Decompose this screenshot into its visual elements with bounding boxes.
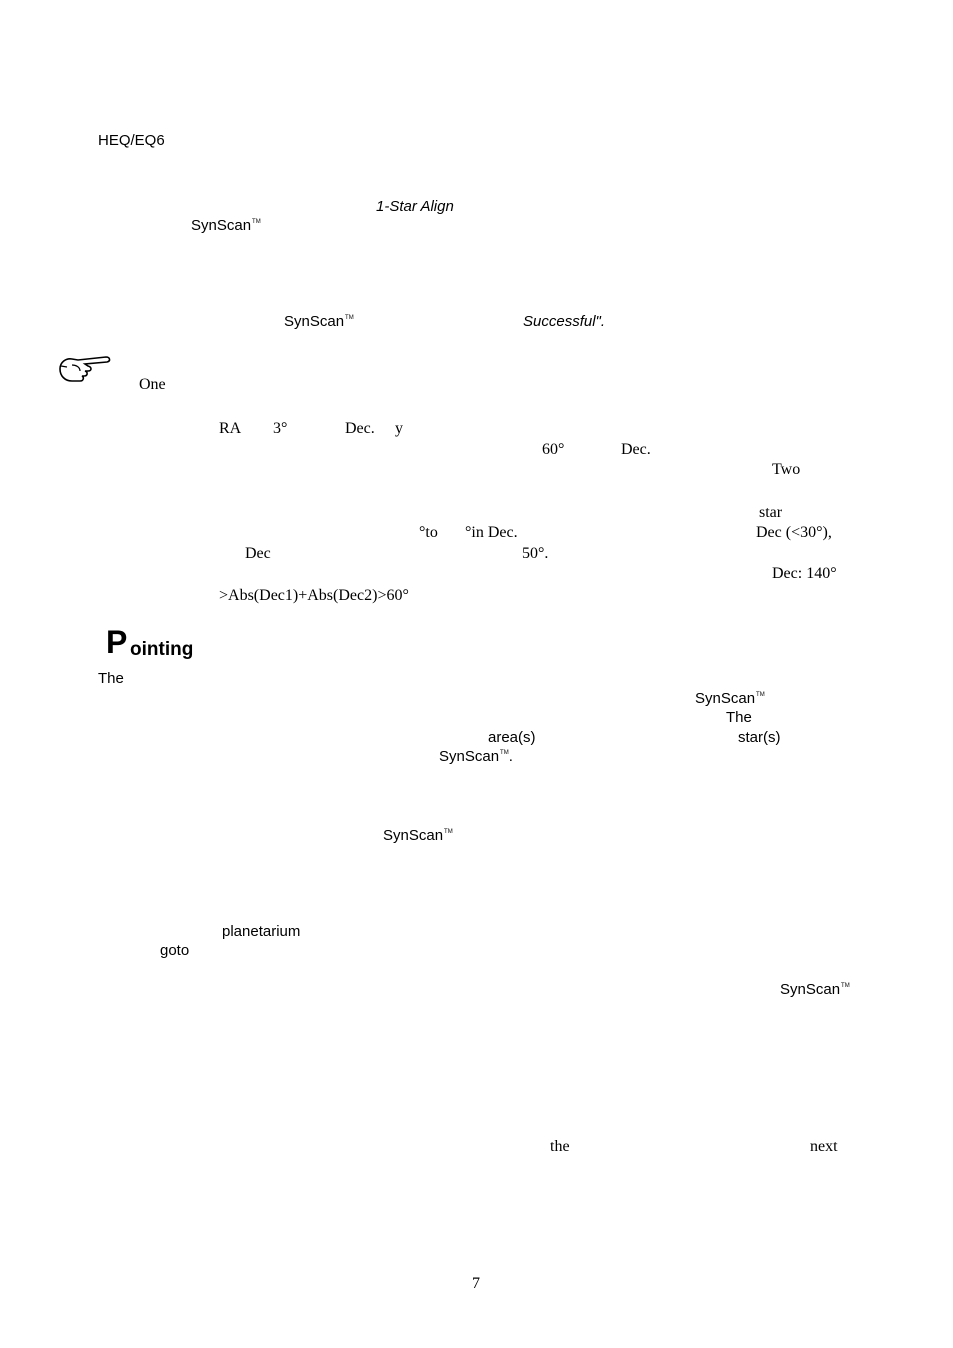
pointing-hand-icon [58, 353, 112, 385]
synscan-1: SynScan™ [191, 217, 261, 234]
deg-in-dec: °in Dec. [465, 524, 518, 541]
page-number: 7 [472, 1275, 480, 1292]
dec-label-2: Dec. [621, 441, 651, 458]
fifty-deg: 50°. [522, 545, 549, 562]
sixty-deg: 60° [542, 441, 565, 458]
synscan-4: SynScan™. [439, 748, 513, 765]
deg-to: °to [419, 524, 438, 541]
synscan-6: SynScan™ [780, 981, 850, 998]
star-label: star [759, 504, 783, 521]
ra-label: RA [219, 420, 242, 437]
synscan-5: SynScan™ [383, 827, 453, 844]
synscan-3: SynScan™ [695, 690, 765, 707]
the-1: The [98, 670, 124, 687]
three-deg: 3° [273, 420, 288, 437]
successful-label: Successful". [523, 313, 606, 330]
star-align-label: 1-Star Align [376, 198, 454, 215]
dec-label-3: Dec [245, 545, 271, 562]
areas-label: area(s) [488, 729, 536, 746]
y-char: y [395, 420, 403, 437]
the-3: the [550, 1138, 570, 1155]
model-header: HEQ/EQ6 [98, 132, 165, 149]
dec-lt30: Dec (<30°), [756, 524, 832, 541]
goto-label: goto [160, 942, 190, 959]
note-two: Two [772, 461, 801, 478]
synscan-2: SynScan™ [284, 313, 354, 330]
next-label: next [810, 1138, 838, 1155]
note-one: One [139, 376, 166, 393]
planetarium-label: planetarium [222, 923, 301, 940]
section-title-rest: ointing [130, 639, 194, 660]
the-2: The [726, 709, 752, 726]
section-initial: P [106, 624, 128, 660]
dec-140: Dec: 140° [772, 565, 837, 582]
abs-formula: >Abs(Dec1)+Abs(Dec2)>60° [219, 587, 409, 604]
stars-label: star(s) [738, 729, 781, 746]
dec-label-1: Dec. [345, 420, 375, 437]
